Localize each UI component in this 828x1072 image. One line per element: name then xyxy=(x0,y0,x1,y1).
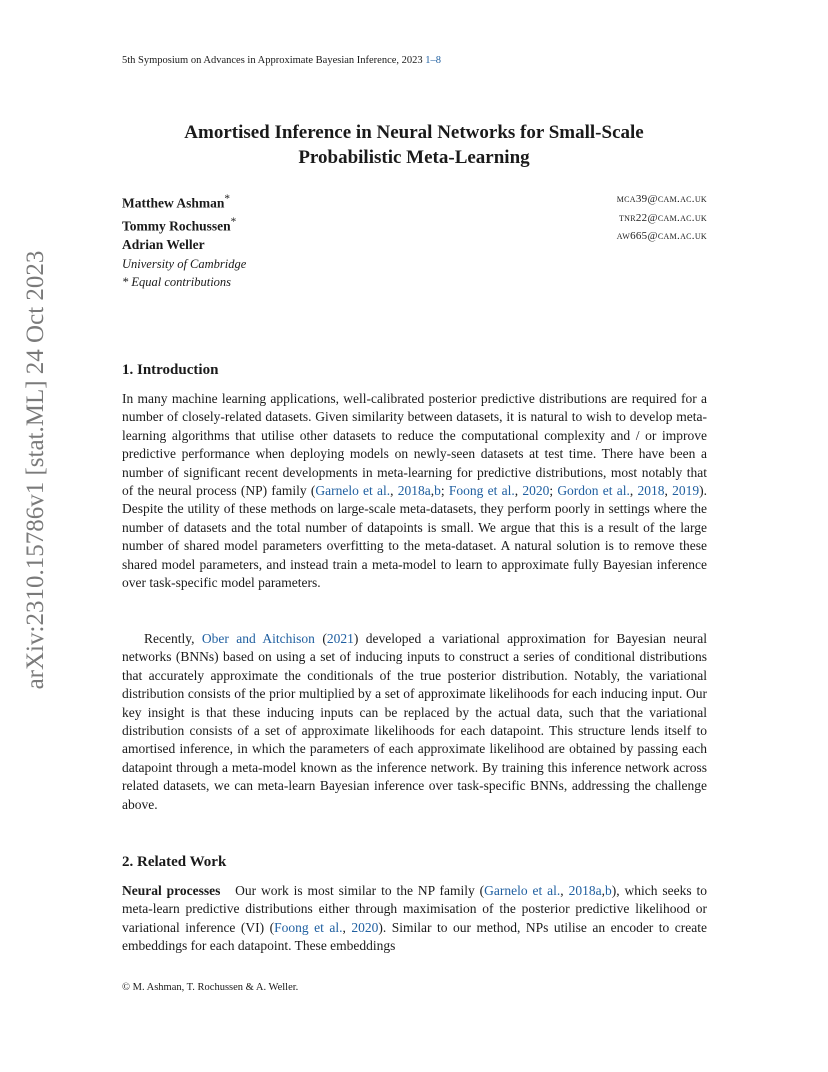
venue-text: 5th Symposium on Advances in Approximate Bayesian Inference, 2023 xyxy=(122,55,423,66)
author-3: Adrian Weller xyxy=(122,237,205,252)
author-1: Matthew Ashman* xyxy=(122,193,231,211)
section-heading-related-work: 2. Related Work xyxy=(122,854,227,870)
runin-heading: Neural processes xyxy=(122,883,221,898)
related-paragraph-1: Neural processes Our work is most similar to the NP family (Garnelo et al., 2018a,b), which seeks to meta-learn predictive distributions either through maximisation of the posterior predictive likelihood or variational inference (VI) (Foong et al., 2020). Similar to our method, NPs utilise an encoder to create embeddings for each datapoint. These embeddings xyxy=(122,883,708,954)
citation-link[interactable]: 2021 xyxy=(326,631,354,646)
citation-link[interactable]: Gordon et al. xyxy=(557,483,630,499)
email-2[interactable]: tnr22@cam.ac.uk xyxy=(618,211,707,224)
citation-link[interactable]: 2018 xyxy=(637,483,665,499)
author-block xyxy=(122,190,246,292)
citation-link[interactable]: 2018a xyxy=(397,483,431,499)
intro-paragraph-1: In many machine learning applications, well-calibrated posterior predictive distributions are required for a number of closely-related datasets. Given similarity between datasets, it is natural to wish to develop meta-learning algorithms that utilise other datasets to reduce the computational complexity and / or improve predictive performance when deploying models on newly-seen datasets at test time. There have been a number of significant recent developments in meta-learning for predictive distributions, most notably that of the neural process (NP) family (Garnelo et al., 2018a,b; Foong et al., 2020; Gordon et al., 2018, 2019). Despite the utility of these methods on large-scale meta-datasets, they perform poorly in settings where the number of datasets and the total number of datapoints is small. We argue that this is a result of the large number of shared model parameters overfitting to the meta-dataset. A natural solution is to remove these shared model parameters, and instead train a meta-model to learn to approximate fully Bayesian inference over task-specific model parameters. xyxy=(122,391,707,591)
citation-link[interactable]: Garnelo et al. xyxy=(315,483,391,499)
equal-contribution-note: * Equal contributions xyxy=(122,275,232,289)
citation-link[interactable]: Ober and Aitchison xyxy=(201,631,315,646)
email-1[interactable]: mca39@cam.ac.uk xyxy=(616,193,707,205)
arxiv-sidebar-stamp: arXiv:2310.15786v1 [stat.ML] 24 Oct 2023 xyxy=(22,250,49,690)
title-line-2: Probabilistic Meta-Learning xyxy=(298,147,530,168)
citation-link[interactable]: 2020 xyxy=(351,919,379,935)
citation-link[interactable]: b xyxy=(604,883,612,898)
email-block xyxy=(617,190,707,246)
intro-paragraph-2: Recently, Ober and Aitchison (2021) developed a variational approximation for Bayesian neural networks (BNNs) based on using a set of inducing inputs to construct a series of conditional distributions that accurately approximate the conditionals of the true posterior distribution. Notably, the variational distribution consists of the prior multiplied by a set of approximate likelihoods for each inducing input. Our key insight is that these inducing inputs can be replaced by the actual data, such that the variational distribution consists of a set of approximate likelihoods for each datapoint. This structure lends itself to amortised inference, in which the parameters of each approximate likelihood are obtained by passing each datapoint through a meta-model known as the inference network. By training this inference network across related datasets, we can meta-learn Bayesian inference over task-specific BNNs, addressing the challenge above. xyxy=(122,631,707,812)
running-header xyxy=(122,55,441,66)
email-3[interactable]: aw665@cam.ac.uk xyxy=(616,230,707,242)
citation-link[interactable]: Foong et al. xyxy=(448,483,515,499)
affiliation: University of Cambridge xyxy=(122,256,247,271)
title-line-1: Amortised Inference in Neural Networks for Small-Scale xyxy=(184,122,644,143)
citation-link[interactable]: 2019 xyxy=(672,483,700,499)
citation-link[interactable]: Foong et al. xyxy=(274,919,343,935)
citation-link[interactable]: 2018a xyxy=(568,883,602,898)
paper-title xyxy=(100,120,728,170)
citation-link[interactable]: 2020 xyxy=(522,483,550,499)
page-range-link[interactable]: 1–8 xyxy=(425,55,442,66)
citation-link[interactable]: b xyxy=(434,483,441,499)
citation-link[interactable]: Garnelo et al. xyxy=(484,883,561,898)
section-heading-introduction: 1. Introduction xyxy=(122,362,219,378)
author-2: Tommy Rochussen* xyxy=(122,216,237,234)
copyright-footer: © M. Ashman, T. Rochussen & A. Weller. xyxy=(122,982,299,993)
